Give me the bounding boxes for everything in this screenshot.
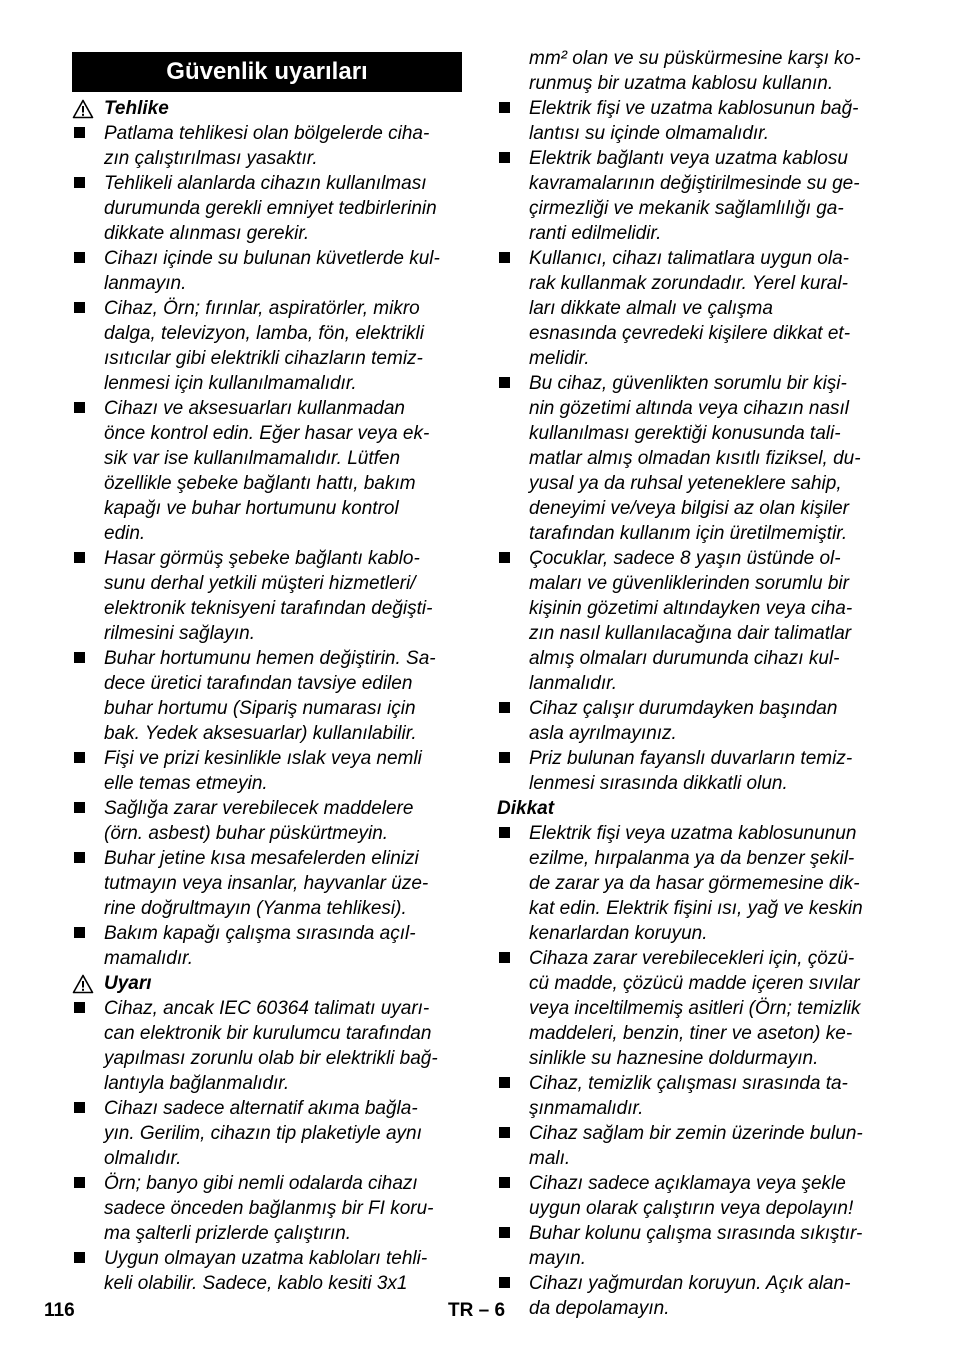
list-item (497, 821, 889, 946)
list-item (497, 146, 889, 246)
warning-triangle-icon (72, 99, 94, 119)
square-bullet-icon (499, 1077, 510, 1088)
text-line: ranti edilmelidir. (529, 223, 662, 244)
list-item-continuation (497, 46, 889, 96)
square-bullet-icon (499, 827, 510, 838)
list-item (497, 1121, 889, 1171)
square-bullet-icon (499, 102, 510, 113)
section-title: Güvenlik uyarıları (72, 52, 462, 92)
text-line: kişinin gözetimi altındayken veya ciha- (529, 598, 853, 619)
text-line: elektronik teknisyeni tarafından değişti- (104, 598, 433, 619)
text-line: Elektrik fişi ve uzatma kablosunun bağ- (529, 98, 859, 119)
subsection-heading (72, 96, 462, 121)
square-bullet-icon (74, 1252, 85, 1263)
text-line: lenmesi sırasında dikkatli olun. (529, 773, 788, 794)
text-line: kenarlardan koruyun. (529, 923, 708, 944)
heading-text: Dikkat (497, 798, 555, 819)
left-content (72, 96, 462, 1296)
text-line: yın. Gerilim, cihazın tip plaketiyle aynı (104, 1123, 422, 1144)
text-line: Buhar hortumunu hemen değiştirin. Sa- (104, 648, 436, 669)
text-line: malı. (529, 1148, 571, 1169)
text-line: kullanılması gerektiği konusunda tali- (529, 423, 841, 444)
square-bullet-icon (499, 552, 510, 563)
text-line: Cihazı sadece alternatif akıma bağla- (104, 1098, 418, 1119)
square-bullet-icon (74, 1177, 85, 1188)
text-line: sik var ise kullanılmamalıdır. Lütfen (104, 448, 401, 469)
square-bullet-icon (74, 802, 85, 813)
text-line: deneyimi ve/veya bilgisi az olan kişiler (529, 498, 849, 519)
text-line: rine doğrultmayın (Yanma tehlikesi). (104, 898, 407, 919)
text-line: Cihaz çalışır durumdayken başından (529, 698, 838, 719)
square-bullet-icon (499, 377, 510, 388)
text-line: önce kontrol edin. Eğer hasar veya ek- (104, 423, 430, 444)
text-line: şınmamalıdır. (529, 1098, 644, 1119)
text-line: nin gözetimi altında veya cihazın nasıl (529, 398, 850, 419)
square-bullet-icon (74, 927, 85, 938)
text-line: keli olabilir. Sadece, kablo kesiti 3x1 (104, 1273, 408, 1294)
square-bullet-icon (499, 1177, 510, 1188)
text-line: sinlikle su haznesine doldurmayın. (529, 1048, 819, 1069)
text-line: Elektrik bağlantı veya uzatma kablosu (529, 148, 848, 169)
text-line: uygun olarak çalıştırın veya depolayın! (529, 1198, 854, 1219)
text-line: da depolamayın. (529, 1298, 670, 1319)
list-item (497, 1171, 889, 1221)
square-bullet-icon (74, 552, 85, 563)
text-line: Cihaz, Örn; fırınlar, aspiratörler, mikro (104, 298, 420, 319)
text-line: Sağlığa zarar verebilecek maddelere (104, 798, 414, 819)
text-line: Örn; banyo gibi nemli odalarda cihazı (104, 1173, 418, 1194)
text-line: buhar hortumu (Sipariş numarası için (104, 698, 416, 719)
text-line: elle temas etmeyin. (104, 773, 268, 794)
text-line: Uygun olmayan uzatma kabloları tehli- (104, 1248, 428, 1269)
text-line: maddeleri, benzin, tiner ve aseton) ke- (529, 1023, 853, 1044)
square-bullet-icon (74, 1002, 85, 1013)
text-line: (örn. asbest) buhar püskürtmeyin. (104, 823, 389, 844)
text-line: Bakım kapağı çalışma sırasında açıl- (104, 923, 416, 944)
subsection-heading (497, 796, 889, 821)
text-line: sunu derhal yetkili müşteri hizmetleri/ (104, 573, 416, 594)
list-item (72, 796, 462, 846)
text-line: Kullanıcı, cihazı talimatlara uygun ola- (529, 248, 849, 269)
list-item (497, 1271, 889, 1321)
text-line: zın çalıştırılması yasaktır. (104, 148, 318, 169)
text-line: yusal ya da ruhsal yeteneklere sahip, (529, 473, 842, 494)
square-bullet-icon (74, 652, 85, 663)
list-item (72, 546, 462, 646)
square-bullet-icon (74, 302, 85, 313)
text-line: kavramalarının değiştirilmesinde su ge- (529, 173, 860, 194)
list-item (497, 1071, 889, 1121)
text-line: Tehlikeli alanlarda cihazın kullanılması (104, 173, 427, 194)
text-line: zın nasıl kullanılacağına dair talimatlar (529, 623, 852, 644)
list-item (497, 746, 889, 796)
text-line: yapılması zorunlu olab bir elektrikli bağ- (104, 1048, 438, 1069)
text-line: lantıyla bağlanmalıdır. (104, 1073, 290, 1094)
square-bullet-icon (499, 952, 510, 963)
text-line: lanmalıdır. (529, 673, 617, 694)
list-item (72, 1171, 462, 1246)
square-bullet-icon (499, 752, 510, 763)
text-line: Cihazı sadece açıklamaya veya şekle (529, 1173, 846, 1194)
text-line: Çocuklar, sadece 8 yaşın üstünde ol- (529, 548, 841, 569)
text-line: tarafından kullanım için üretilmemiştir. (529, 523, 848, 544)
text-line: de zarar ya da hasar görmemesine dik- (529, 873, 860, 894)
square-bullet-icon (74, 177, 85, 188)
text-line: melidir. (529, 348, 590, 369)
text-line: veya inceltilmemiş asitleri (Örn; temizlik (529, 998, 861, 1019)
list-item (72, 296, 462, 396)
list-item (72, 1246, 462, 1296)
text-line: Cihaz sağlam bir zemin üzerinde bulun- (529, 1123, 863, 1144)
list-item (497, 96, 889, 146)
text-line: mm² olan ve su püskürmesine karşı ko- (529, 48, 861, 69)
text-line: Elektrik fişi veya uzatma kablosununun (529, 823, 857, 844)
left-column (72, 46, 462, 1296)
text-line: sadece önceden bağlanmış bir FI koru- (104, 1198, 434, 1219)
text-line: dikkate alınması gerekir. (104, 223, 310, 244)
text-line: cü madde, çözücü madde içeren sıvılar (529, 973, 860, 994)
text-line: Buhar kolunu çalışma sırasında sıkıştır- (529, 1223, 863, 1244)
text-line: lenmesi için kullanılmamalıdır. (104, 373, 357, 394)
text-line: Cihaz, ancak IEC 60364 talimatı uyarı- (104, 998, 430, 1019)
text-line: Patlama tehlikesi olan bölgelerde ciha- (104, 123, 430, 144)
subsection-heading (72, 971, 462, 996)
text-line: Cihazı yağmurdan koruyun. Açık alan- (529, 1273, 851, 1294)
list-item (497, 371, 889, 546)
text-line: Cihaza zarar verebilecekleri için, çözü- (529, 948, 855, 969)
text-line: çirmezliği ve mekanik sağlamlılığı ga- (529, 198, 844, 219)
square-bullet-icon (74, 752, 85, 763)
text-line: mamalıdır. (104, 948, 194, 969)
text-line: kapağı ve buhar hortumunu kontrol (104, 498, 399, 519)
text-line: can elektronik bir kurulumcu tarafından (104, 1023, 432, 1044)
text-line: Bu cihaz, güvenlikten sorumlu bir kişi- (529, 373, 847, 394)
list-item (72, 396, 462, 546)
square-bullet-icon (499, 702, 510, 713)
text-line: kat edin. Elektrik fişini ısı, yağ ve keskin (529, 898, 863, 919)
list-item (497, 696, 889, 746)
text-line: maları ve güvenliklerinden sorumlu bir (529, 573, 849, 594)
text-line: matlar almış olmadan kısıtlı fiziksel, du- (529, 448, 861, 469)
list-item (72, 121, 462, 171)
text-line: Priz bulunan fayanslı duvarların temiz- (529, 748, 853, 769)
list-item (72, 1096, 462, 1171)
square-bullet-icon (499, 1127, 510, 1138)
text-line: esnasında çevredeki kişilere dikkat et- (529, 323, 851, 344)
text-line: Hasar görmüş şebeke bağlantı kablo- (104, 548, 420, 569)
list-item (72, 996, 462, 1096)
text-line: runmuş bir uzatma kablosu kullanın. (529, 73, 834, 94)
list-item (72, 171, 462, 246)
list-item (72, 746, 462, 796)
list-item (72, 846, 462, 921)
square-bullet-icon (499, 1277, 510, 1288)
heading-text: Uyarı (104, 973, 152, 994)
square-bullet-icon (499, 252, 510, 263)
square-bullet-icon (74, 402, 85, 413)
right-column (497, 46, 889, 1321)
text-line: ma şalterli prizlerde çalıştırın. (104, 1223, 352, 1244)
text-line: lanmayın. (104, 273, 187, 294)
list-item (72, 921, 462, 971)
text-line: edin. (104, 523, 146, 544)
square-bullet-icon (74, 127, 85, 138)
square-bullet-icon (74, 852, 85, 863)
text-line: durumunda gerekli emniyet tedbirlerinin (104, 198, 437, 219)
list-item (72, 246, 462, 296)
text-line: rak kullanmak zorundadır. Yerel kural- (529, 273, 848, 294)
text-line: ısıtıcılar gibi elektrikli cihazların temiz- (104, 348, 423, 369)
text-line: özellikle şebeke bağlantı hattı, bakım (104, 473, 416, 494)
text-line: almış olmaları durumunda cihazı kul- (529, 648, 840, 669)
text-line: ları dikkate almalı ve çalışma (529, 298, 773, 319)
square-bullet-icon (499, 152, 510, 163)
text-line: mayın. (529, 1248, 587, 1269)
text-line: Cihazı içinde su bulunan küvetlerde kul- (104, 248, 440, 269)
text-line: Cihazı ve aksesuarları kullanmadan (104, 398, 405, 419)
list-item (497, 546, 889, 696)
list-item (497, 246, 889, 371)
text-line: olmalıdır. (104, 1148, 182, 1169)
text-line: Buhar jetine kısa mesafelerden elinizi (104, 848, 419, 869)
square-bullet-icon (499, 1227, 510, 1238)
text-line: asla ayrılmayınız. (529, 723, 677, 744)
text-line: dece üretici tarafından tavsiye edilen (104, 673, 413, 694)
square-bullet-icon (74, 1102, 85, 1113)
warning-triangle-icon (72, 974, 94, 994)
list-item (497, 1221, 889, 1271)
section-page-label: TR – 6 (448, 1300, 506, 1321)
text-line: ezilme, hırpalanma ya da benzer şekil- (529, 848, 855, 869)
heading-text: Tehlike (104, 98, 169, 119)
text-line: rilmesini sağlayın. (104, 623, 255, 644)
text-line: tutmayın veya insanlar, hayvanlar üze- (104, 873, 429, 894)
text-line: dalga, televizyon, lamba, fön, elektrikli (104, 323, 424, 344)
text-line: lantısı su içinde olmamalıdır. (529, 123, 770, 144)
page-number: 116 (44, 1300, 75, 1321)
list-item (72, 646, 462, 746)
text-line: Fişi ve prizi kesinlikle ıslak veya nemli (104, 748, 422, 769)
text-line: bak. Yedek aksesuarlar) kullanılabilir. (104, 723, 417, 744)
square-bullet-icon (74, 252, 85, 263)
right-content (497, 46, 889, 1321)
text-line: Cihaz, temizlik çalışması sırasında ta- (529, 1073, 848, 1094)
list-item (497, 946, 889, 1071)
